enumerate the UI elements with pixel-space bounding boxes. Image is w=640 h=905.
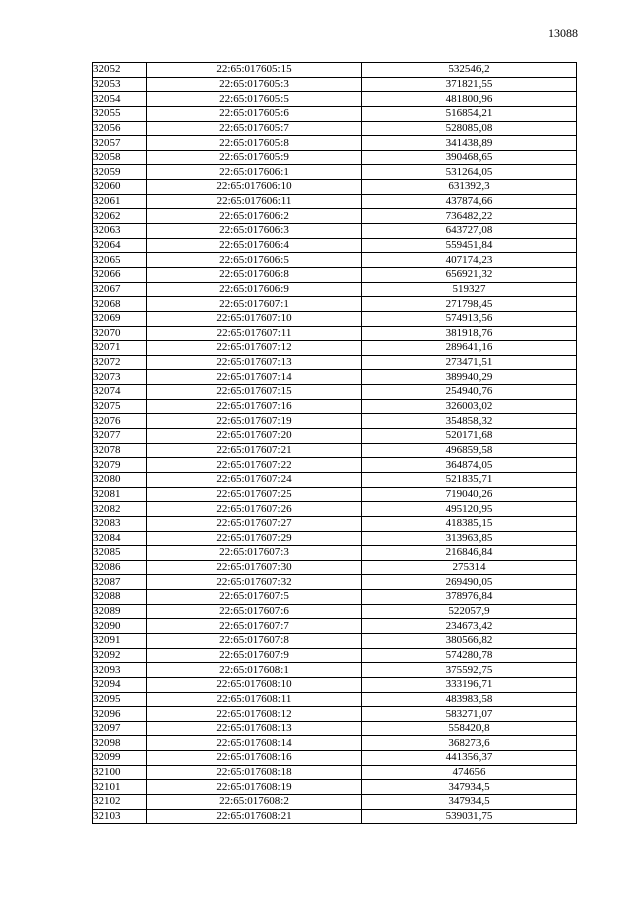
cadastral-number-cell: 22:65:017605:6: [147, 106, 362, 121]
table-row: [93, 502, 577, 517]
cadastral-value-cell: 643727,08: [362, 224, 577, 239]
row-number-cell: 32067: [93, 282, 147, 297]
cadastral-value-cell: 481800,96: [362, 92, 577, 107]
row-number-cell: 32096: [93, 707, 147, 722]
table-row: [93, 721, 577, 736]
cadastral-number-cell: 22:65:017607:12: [147, 341, 362, 356]
cadastral-number-cell: 22:65:017607:30: [147, 560, 362, 575]
table-row: [93, 267, 577, 282]
cadastral-number-cell: 22:65:017607:5: [147, 590, 362, 605]
cadastral-number-cell: 22:65:017606:5: [147, 253, 362, 268]
table-row: [93, 780, 577, 795]
cadastral-number-cell: 22:65:017607:8: [147, 633, 362, 648]
cadastral-value-cell: 375592,75: [362, 663, 577, 678]
row-number-cell: 32098: [93, 736, 147, 751]
cadastral-number-cell: 22:65:017608:21: [147, 809, 362, 824]
cadastral-number-cell: 22:65:017608:19: [147, 780, 362, 795]
cadastral-value-cell: 341438,89: [362, 136, 577, 151]
row-number-cell: 32060: [93, 180, 147, 195]
cadastral-value-cell: 522057,9: [362, 604, 577, 619]
table-row: [93, 795, 577, 810]
row-number-cell: 32072: [93, 355, 147, 370]
row-number-cell: 32085: [93, 546, 147, 561]
cadastral-number-cell: 22:65:017607:32: [147, 575, 362, 590]
cadastral-value-cell: 289641,16: [362, 341, 577, 356]
cadastral-value-cell: 368273,6: [362, 736, 577, 751]
table-row: [93, 429, 577, 444]
cadastral-number-cell: 22:65:017606:9: [147, 282, 362, 297]
cadastral-value-cell: 558420,8: [362, 721, 577, 736]
cadastral-number-cell: 22:65:017607:6: [147, 604, 362, 619]
row-number-cell: 32083: [93, 516, 147, 531]
cadastral-value-cell: 736482,22: [362, 209, 577, 224]
cadastral-number-cell: 22:65:017608:1: [147, 663, 362, 678]
row-number-cell: 32091: [93, 633, 147, 648]
cadastral-value-cell: 326003,02: [362, 399, 577, 414]
table-row: [93, 253, 577, 268]
cadastral-value-cell: 531264,05: [362, 165, 577, 180]
row-number-cell: 32054: [93, 92, 147, 107]
cadastral-number-cell: 22:65:017606:2: [147, 209, 362, 224]
row-number-cell: 32094: [93, 677, 147, 692]
table-row: [93, 575, 577, 590]
row-number-cell: 32073: [93, 370, 147, 385]
row-number-cell: 32087: [93, 575, 147, 590]
cadastral-value-cell: 407174,23: [362, 253, 577, 268]
table-row: [93, 326, 577, 341]
table-row: [93, 516, 577, 531]
cadastral-value-cell: 474656: [362, 765, 577, 780]
cadastral-number-cell: 22:65:017607:22: [147, 458, 362, 473]
cadastral-value-cell: 354858,32: [362, 414, 577, 429]
row-number-cell: 32100: [93, 765, 147, 780]
cadastral-value-cell: 234673,42: [362, 619, 577, 634]
cadastral-number-cell: 22:65:017605:8: [147, 136, 362, 151]
cadastral-number-cell: 22:65:017607:10: [147, 311, 362, 326]
cadastral-value-cell: 347934,5: [362, 795, 577, 810]
row-number-cell: 32055: [93, 106, 147, 121]
cadastral-number-cell: 22:65:017605:9: [147, 150, 362, 165]
cadastral-value-cell: 441356,37: [362, 751, 577, 766]
cadastral-number-cell: 22:65:017607:14: [147, 370, 362, 385]
cadastral-number-cell: 22:65:017605:7: [147, 121, 362, 136]
cadastral-value-cell: 347934,5: [362, 780, 577, 795]
cadastral-number-cell: 22:65:017608:13: [147, 721, 362, 736]
row-number-cell: 32089: [93, 604, 147, 619]
table-row: [93, 355, 577, 370]
cadastral-number-cell: 22:65:017608:12: [147, 707, 362, 722]
table-row: [93, 165, 577, 180]
table-row: [93, 648, 577, 663]
cadastral-number-cell: 22:65:017606:1: [147, 165, 362, 180]
cadastral-number-cell: 22:65:017606:8: [147, 267, 362, 282]
cadastral-value-cell: 273471,51: [362, 355, 577, 370]
cadastral-number-cell: 22:65:017606:3: [147, 224, 362, 239]
cadastral-value-cell: 275314: [362, 560, 577, 575]
cadastral-value-cell: 521835,71: [362, 472, 577, 487]
table-row: [93, 546, 577, 561]
cadastral-number-cell: 22:65:017606:10: [147, 180, 362, 195]
cadastral-value-cell: 719040,26: [362, 487, 577, 502]
table-row: [93, 560, 577, 575]
cadastral-value-cell: 496859,58: [362, 443, 577, 458]
row-number-cell: 32071: [93, 341, 147, 356]
table-row: [93, 136, 577, 151]
row-number-cell: 32070: [93, 326, 147, 341]
cadastral-value-cell: 574280,78: [362, 648, 577, 663]
table-row: [93, 458, 577, 473]
row-number-cell: 32076: [93, 414, 147, 429]
cadastral-number-cell: 22:65:017607:26: [147, 502, 362, 517]
row-number-cell: 32080: [93, 472, 147, 487]
row-number-cell: 32064: [93, 238, 147, 253]
cadastral-value-cell: 216846,84: [362, 546, 577, 561]
cadastral-number-cell: 22:65:017608:2: [147, 795, 362, 810]
table-row: [93, 619, 577, 634]
row-number-cell: 32097: [93, 721, 147, 736]
row-number-cell: 32093: [93, 663, 147, 678]
cadastral-number-cell: 22:65:017608:18: [147, 765, 362, 780]
table-row: [93, 150, 577, 165]
cadastral-value-cell: 539031,75: [362, 809, 577, 824]
row-number-cell: 32090: [93, 619, 147, 634]
cadastral-value-cell: 574913,56: [362, 311, 577, 326]
row-number-cell: 32066: [93, 267, 147, 282]
table-row: [93, 121, 577, 136]
cadastral-number-cell: 22:65:017608:10: [147, 677, 362, 692]
table-row: [93, 238, 577, 253]
cadastral-value-cell: 381918,76: [362, 326, 577, 341]
cadastral-number-cell: 22:65:017608:14: [147, 736, 362, 751]
row-number-cell: 32103: [93, 809, 147, 824]
table-row: [93, 736, 577, 751]
row-number-cell: 32053: [93, 77, 147, 92]
row-number-cell: 32074: [93, 385, 147, 400]
cadastral-value-cell: 333196,71: [362, 677, 577, 692]
table-row: [93, 663, 577, 678]
table-row: [93, 224, 577, 239]
row-number-cell: 32052: [93, 63, 147, 78]
cadastral-value-cell: 532546,2: [362, 63, 577, 78]
cadastral-value-cell: 271798,45: [362, 297, 577, 312]
table-row: [93, 765, 577, 780]
cadastral-number-cell: 22:65:017607:19: [147, 414, 362, 429]
table-row: [93, 297, 577, 312]
table-row: [93, 809, 577, 824]
table-row: [93, 341, 577, 356]
cadastral-value-cell: 269490,05: [362, 575, 577, 590]
table-row: [93, 311, 577, 326]
row-number-cell: 32088: [93, 590, 147, 605]
cadastral-number-cell: 22:65:017605:5: [147, 92, 362, 107]
cadastral-value-cell: 389940,29: [362, 370, 577, 385]
cadastral-number-cell: 22:65:017607:25: [147, 487, 362, 502]
table-row: [93, 194, 577, 209]
cadastral-number-cell: 22:65:017608:16: [147, 751, 362, 766]
cadastral-number-cell: 22:65:017607:3: [147, 546, 362, 561]
table-row: [93, 692, 577, 707]
cadastral-value-cell: 519327: [362, 282, 577, 297]
table-row: [93, 63, 577, 78]
cadastral-number-cell: 22:65:017607:13: [147, 355, 362, 370]
cadastral-number-cell: 22:65:017607:9: [147, 648, 362, 663]
table-row: [93, 707, 577, 722]
row-number-cell: 32061: [93, 194, 147, 209]
cadastral-number-cell: 22:65:017607:29: [147, 531, 362, 546]
table-row: [93, 370, 577, 385]
row-number-cell: 32069: [93, 311, 147, 326]
row-number-cell: 32077: [93, 429, 147, 444]
table-row: [93, 385, 577, 400]
cadastral-number-cell: 22:65:017607:15: [147, 385, 362, 400]
table-row: [93, 282, 577, 297]
row-number-cell: 32095: [93, 692, 147, 707]
cadastral-number-cell: 22:65:017607:20: [147, 429, 362, 444]
row-number-cell: 32101: [93, 780, 147, 795]
cadastral-value-table: [92, 62, 577, 824]
cadastral-value-cell: 371821,55: [362, 77, 577, 92]
cadastral-value-cell: 378976,84: [362, 590, 577, 605]
table-row: [93, 77, 577, 92]
table-row: [93, 677, 577, 692]
cadastral-number-cell: 22:65:017607:16: [147, 399, 362, 414]
table-row: [93, 531, 577, 546]
page-number: 13088: [548, 26, 578, 40]
table-row: [93, 633, 577, 648]
cadastral-number-cell: 22:65:017607:24: [147, 472, 362, 487]
cadastral-value-cell: 437874,66: [362, 194, 577, 209]
cadastral-value-cell: 380566,82: [362, 633, 577, 648]
cadastral-number-cell: 22:65:017608:11: [147, 692, 362, 707]
cadastral-value-cell: 364874,05: [362, 458, 577, 473]
cadastral-number-cell: 22:65:017607:1: [147, 297, 362, 312]
table-row: [93, 443, 577, 458]
cadastral-number-cell: 22:65:017605:3: [147, 77, 362, 92]
cadastral-value-cell: 495120,95: [362, 502, 577, 517]
row-number-cell: 32058: [93, 150, 147, 165]
row-number-cell: 32063: [93, 224, 147, 239]
row-number-cell: 32102: [93, 795, 147, 810]
row-number-cell: 32068: [93, 297, 147, 312]
table-row: [93, 106, 577, 121]
cadastral-value-cell: 631392,3: [362, 180, 577, 195]
table-row: [93, 751, 577, 766]
cadastral-value-cell: 254940,76: [362, 385, 577, 400]
cadastral-number-cell: 22:65:017606:11: [147, 194, 362, 209]
table-row: [93, 92, 577, 107]
table-row: [93, 209, 577, 224]
row-number-cell: 32082: [93, 502, 147, 517]
row-number-cell: 32059: [93, 165, 147, 180]
cadastral-value-cell: 390468,65: [362, 150, 577, 165]
row-number-cell: 32065: [93, 253, 147, 268]
cadastral-value-cell: 418385,15: [362, 516, 577, 531]
row-number-cell: 32092: [93, 648, 147, 663]
row-number-cell: 32086: [93, 560, 147, 575]
table-row: [93, 414, 577, 429]
cadastral-number-cell: 22:65:017607:7: [147, 619, 362, 634]
cadastral-value-cell: 656921,32: [362, 267, 577, 282]
row-number-cell: 32079: [93, 458, 147, 473]
cadastral-value-cell: 483983,58: [362, 692, 577, 707]
row-number-cell: 32084: [93, 531, 147, 546]
cadastral-value-cell: 528085,08: [362, 121, 577, 136]
table-row: [93, 604, 577, 619]
cadastral-value-cell: 313963,85: [362, 531, 577, 546]
table-row: [93, 180, 577, 195]
row-number-cell: 32099: [93, 751, 147, 766]
cadastral-value-cell: 520171,68: [362, 429, 577, 444]
row-number-cell: 32062: [93, 209, 147, 224]
table-row: [93, 399, 577, 414]
row-number-cell: 32057: [93, 136, 147, 151]
cadastral-value-cell: 583271,07: [362, 707, 577, 722]
table-row: [93, 472, 577, 487]
cadastral-number-cell: 22:65:017606:4: [147, 238, 362, 253]
row-number-cell: 32078: [93, 443, 147, 458]
table-row: [93, 487, 577, 502]
cadastral-number-cell: 22:65:017607:27: [147, 516, 362, 531]
row-number-cell: 32081: [93, 487, 147, 502]
cadastral-number-cell: 22:65:017607:11: [147, 326, 362, 341]
cadastral-number-cell: 22:65:017607:21: [147, 443, 362, 458]
table-body: [93, 63, 577, 824]
table-row: [93, 590, 577, 605]
row-number-cell: 32075: [93, 399, 147, 414]
row-number-cell: 32056: [93, 121, 147, 136]
cadastral-value-cell: 516854,21: [362, 106, 577, 121]
cadastral-number-cell: 22:65:017605:15: [147, 63, 362, 78]
cadastral-value-cell: 559451,84: [362, 238, 577, 253]
